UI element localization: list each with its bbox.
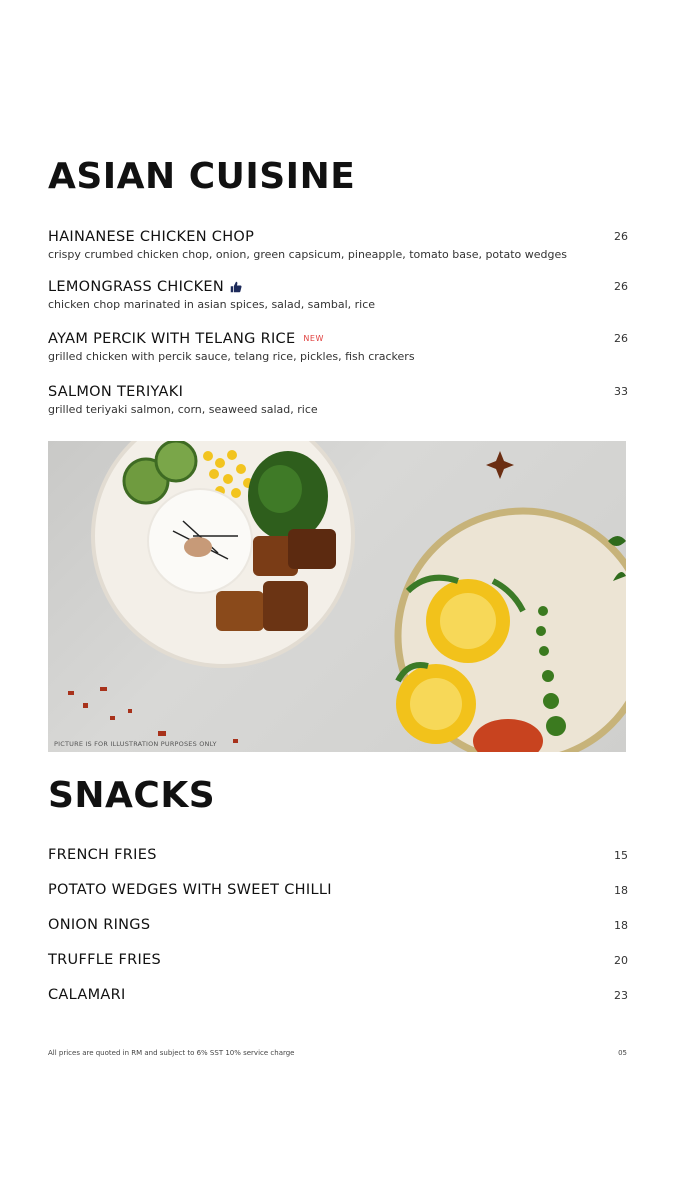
menu-item-french-fries — [48, 846, 628, 864]
item-description: chicken chop marinated in asian spices, salad, sambal, rice — [48, 298, 376, 311]
item-description: grilled teriyaki salmon, corn, seaweed salad, rice — [48, 403, 318, 416]
menu-item-potato-wedges — [48, 881, 628, 899]
food-illustration — [48, 441, 626, 752]
section-title-snacks: SNACKS — [48, 775, 216, 816]
item-price: 20 — [614, 954, 628, 967]
item-price: 33 — [614, 385, 628, 398]
item-name: CALAMARI — [48, 987, 126, 1003]
item-description: grilled chicken with percik sauce, telang rice, pickles, fish crackers — [48, 350, 415, 363]
food-photo — [48, 441, 626, 752]
menu-item-hainanese-chicken-chop — [48, 228, 628, 262]
menu-item-calamari — [48, 986, 628, 1004]
new-badge: NEW — [303, 334, 324, 343]
item-price: 26 — [614, 332, 628, 345]
menu-item-onion-rings — [48, 916, 628, 934]
menu-item-lemongrass-chicken — [48, 278, 628, 312]
item-price: 26 — [614, 230, 628, 243]
item-price: 26 — [614, 280, 628, 293]
item-name: LEMONGRASS CHICKEN — [48, 279, 225, 295]
item-name: POTATO WEDGES WITH SWEET CHILLI — [48, 882, 332, 898]
item-price: 15 — [614, 849, 628, 862]
item-price: 18 — [614, 884, 628, 897]
item-name: SALMON TERIYAKI — [48, 384, 184, 400]
item-name: ONION RINGS — [48, 917, 151, 933]
menu-item-ayam-percik — [48, 330, 628, 364]
photo-disclaimer: PICTURE IS FOR ILLUSTRATION PURPOSES ONLY — [54, 740, 217, 748]
page-number: 05 — [618, 1049, 627, 1057]
menu-item-salmon-teriyaki — [48, 383, 628, 417]
thumbs-up-icon — [230, 281, 242, 293]
item-price: 18 — [614, 919, 628, 932]
item-name: FRENCH FRIES — [48, 847, 157, 863]
item-price: 23 — [614, 989, 628, 1002]
item-description: crispy crumbed chicken chop, onion, green capsicum, pineapple, tomato base, potato wedges — [48, 248, 567, 261]
menu-item-truffle-fries — [48, 951, 628, 969]
section-title-asian-cuisine: ASIAN CUISINE — [48, 156, 356, 197]
item-name: TRUFFLE FRIES — [48, 952, 162, 968]
item-name: HAINANESE CHICKEN CHOP — [48, 229, 255, 245]
footer-note: All prices are quoted in RM and subject to 6% SST 10% service charge — [48, 1049, 295, 1057]
item-name: AYAM PERCIK WITH TELANG RICE — [48, 331, 296, 347]
